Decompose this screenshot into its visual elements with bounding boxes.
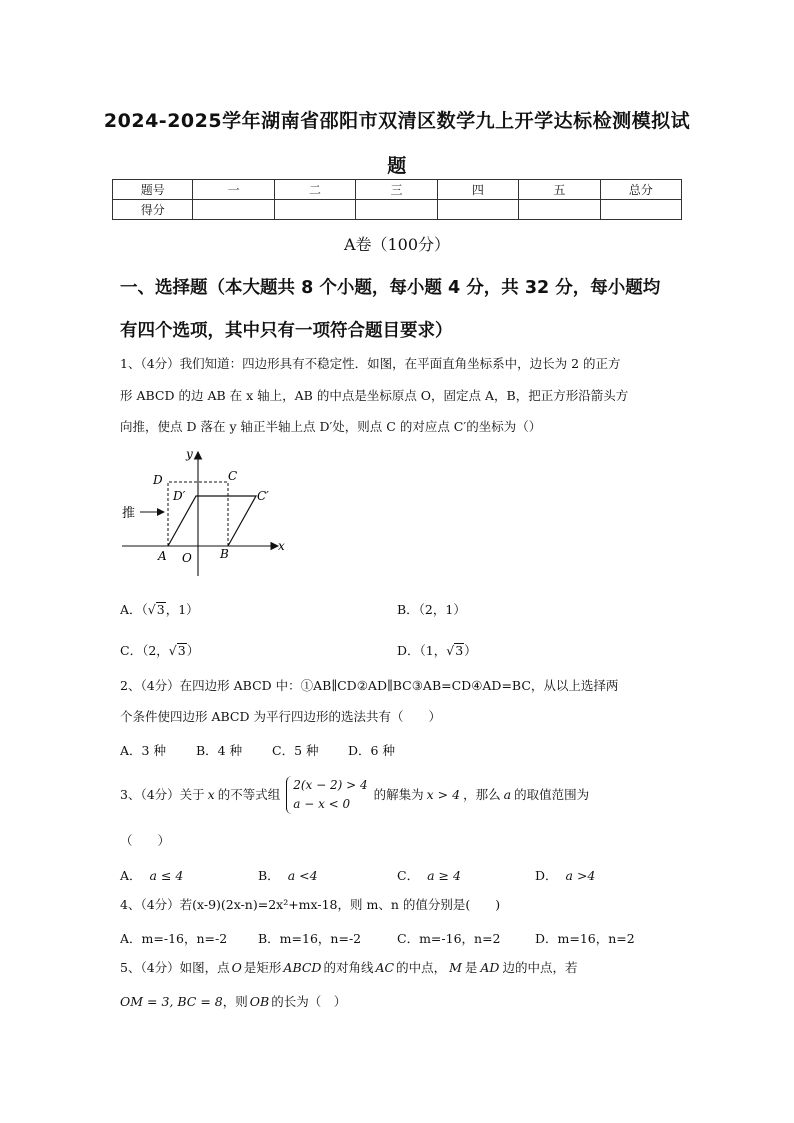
q5-t4: 是: [464, 960, 478, 975]
q5-m: M: [449, 960, 462, 975]
option-c-expr: a ≥ 4: [427, 868, 461, 883]
question-2-text-2: 个条件使四边形 ABCD 为平行四边形的选法共有（ ）: [120, 709, 441, 724]
label-b: B: [220, 547, 229, 561]
parallelogram: [168, 496, 256, 546]
section-heading: 一、选择题（本大题共 8 个小题，每小题 4 分，共 32 分，每小题均: [120, 278, 661, 298]
table-cell: 总分: [600, 180, 681, 200]
solution-expr: x > 4: [426, 787, 461, 802]
radicand: 3: [455, 643, 464, 658]
option-b[interactable]: B．4 种: [196, 743, 243, 758]
score-input-cell[interactable]: [600, 200, 681, 220]
question-1-figure: [118, 444, 290, 578]
inequality-1: 2(x − 2) > 4: [293, 778, 368, 792]
option-c-prefix: C．（2，: [120, 643, 169, 658]
option-a-expr: a ≤ 4: [149, 868, 184, 883]
option-d[interactable]: D．m=16，n=2: [535, 931, 635, 946]
q5-t3: 的中点，: [396, 960, 447, 975]
q5-o: O: [231, 960, 242, 975]
score-table-score-row: [113, 200, 682, 220]
x-label: x: [278, 539, 285, 553]
option-a[interactable]: [120, 600, 199, 618]
question-4-text: 4、（4分）若(x-9)(2x-n)=2x²+mx-18，则 m、n 的值分别是( ): [120, 897, 501, 912]
var-x: x: [207, 787, 215, 802]
question-1-text-3: 向推，使点 D 落在 y 轴正半轴上点 D′处，则点 C 的对应点 C′的坐标为（）: [120, 419, 542, 434]
label-d-prime: D′: [173, 489, 186, 503]
score-input-cell[interactable]: [519, 200, 600, 220]
option-a[interactable]: A．3 种: [120, 743, 166, 758]
section-a-heading: A卷（100分）: [343, 235, 451, 254]
q5-l2-t1: ，则: [222, 994, 248, 1009]
label-c-prime: C′: [257, 489, 269, 503]
q5-t1: 是矩形: [243, 960, 282, 975]
question-5-text-2: [120, 995, 346, 1009]
question-1-text: 1、（4分）我们知道：四边形具有不稳定性．如图，在平面直角坐标系中，边长为 2 的正方: [120, 356, 621, 371]
question-5-text: [120, 961, 577, 975]
table-cell: 四: [437, 180, 518, 200]
option-d-letter: D．: [535, 868, 558, 883]
q3-after2: ，那么: [463, 787, 501, 802]
y-label: y: [186, 447, 193, 461]
label-d: D: [153, 473, 163, 487]
q5-ad: AD: [480, 960, 500, 975]
question-3-paren: （ ）: [120, 833, 171, 848]
option-a-letter: A．: [120, 868, 142, 883]
table-cell: 三: [356, 180, 437, 200]
option-d-expr: a >4: [565, 868, 596, 883]
radicand: 3: [177, 643, 186, 658]
var-a: a: [503, 787, 512, 802]
question-2-text: 2、（4分）在四边形 ABCD 中：①AB∥CD②AD∥BC③AB=CD④AD=BC，从以上选择两: [120, 678, 619, 693]
option-d-suffix: ）: [464, 643, 477, 658]
q5-t2: 的对角线: [323, 960, 374, 975]
q5-expr: OM = 3, BC = 8: [120, 994, 223, 1009]
option-b[interactable]: [258, 866, 318, 884]
option-d[interactable]: [397, 641, 477, 659]
page-title-cont: 题: [387, 155, 407, 177]
option-d-prefix: D．（1，: [397, 643, 447, 658]
table-cell: 二: [274, 180, 355, 200]
table-cell: 题号: [113, 180, 193, 200]
label-c: C: [228, 469, 238, 483]
option-c-letter: C．: [397, 868, 420, 883]
score-table-header-row: [113, 180, 682, 200]
q5-t5: 边的中点，若: [502, 960, 578, 975]
q5-ob: OB: [249, 994, 270, 1009]
q5-l2-t2: 的长为（ ）: [271, 994, 347, 1009]
option-b[interactable]: B．m=16，n=-2: [258, 931, 362, 946]
radicand: 3: [156, 602, 165, 617]
label-a: A: [158, 549, 167, 563]
option-c-suffix: ）: [186, 643, 200, 658]
q3-after1: 的解集为: [373, 787, 424, 802]
score-input-cell[interactable]: [356, 200, 437, 220]
inequality-system: [286, 776, 367, 814]
option-a[interactable]: [120, 866, 183, 884]
table-cell: 得分: [113, 200, 193, 220]
score-input-cell[interactable]: [193, 200, 274, 220]
inequality-2: a − x < 0: [293, 797, 351, 811]
score-table: [112, 179, 682, 220]
section-heading-cont: 有四个选项，其中只有一项符合题目要求）: [120, 321, 453, 341]
option-b[interactable]: B．（2，1）: [397, 602, 466, 617]
option-c[interactable]: C．5 种: [272, 743, 319, 758]
option-c[interactable]: C．m=-16，n=2: [397, 931, 501, 946]
score-input-cell[interactable]: [437, 200, 518, 220]
option-b-expr: a <4: [287, 868, 318, 883]
option-a-suffix: ，1）: [165, 602, 199, 617]
question-3-text: [120, 776, 589, 814]
q5-ac: AC: [375, 960, 395, 975]
q3-after3: 的取值范围为: [514, 787, 590, 802]
option-a[interactable]: A．m=-16，n=-2: [120, 931, 228, 946]
page-title: 2024-2025学年湖南省邵阳市双清区数学九上开学达标检测模拟试: [103, 110, 691, 132]
sqrt-symbol: √: [168, 643, 177, 658]
option-c[interactable]: [120, 641, 199, 659]
option-d[interactable]: D．6 种: [348, 743, 395, 758]
option-d[interactable]: [535, 866, 595, 884]
q3-mid: 的不等式组: [217, 787, 281, 802]
q5-prefix: 5、（4分）如图，点: [120, 960, 230, 975]
label-o: O: [182, 551, 192, 565]
score-input-cell[interactable]: [274, 200, 355, 220]
q3-prefix: 3、（4分）关于: [120, 787, 205, 802]
q5-abcd: ABCD: [283, 960, 322, 975]
sqrt-symbol: √: [147, 602, 156, 617]
table-cell: 一: [193, 180, 274, 200]
question-1-text-2: 形 ABCD 的边 AB 在 x 轴上，AB 的中点是坐标原点 O，固定点 A，B，把正方形沿箭头方: [120, 388, 629, 403]
sqrt-symbol: √: [446, 643, 455, 658]
label-push: 推: [122, 506, 136, 521]
option-a-prefix: A．（: [120, 602, 148, 617]
option-b-letter: B．: [258, 868, 280, 883]
table-cell: 五: [519, 180, 600, 200]
option-c[interactable]: [397, 866, 461, 884]
